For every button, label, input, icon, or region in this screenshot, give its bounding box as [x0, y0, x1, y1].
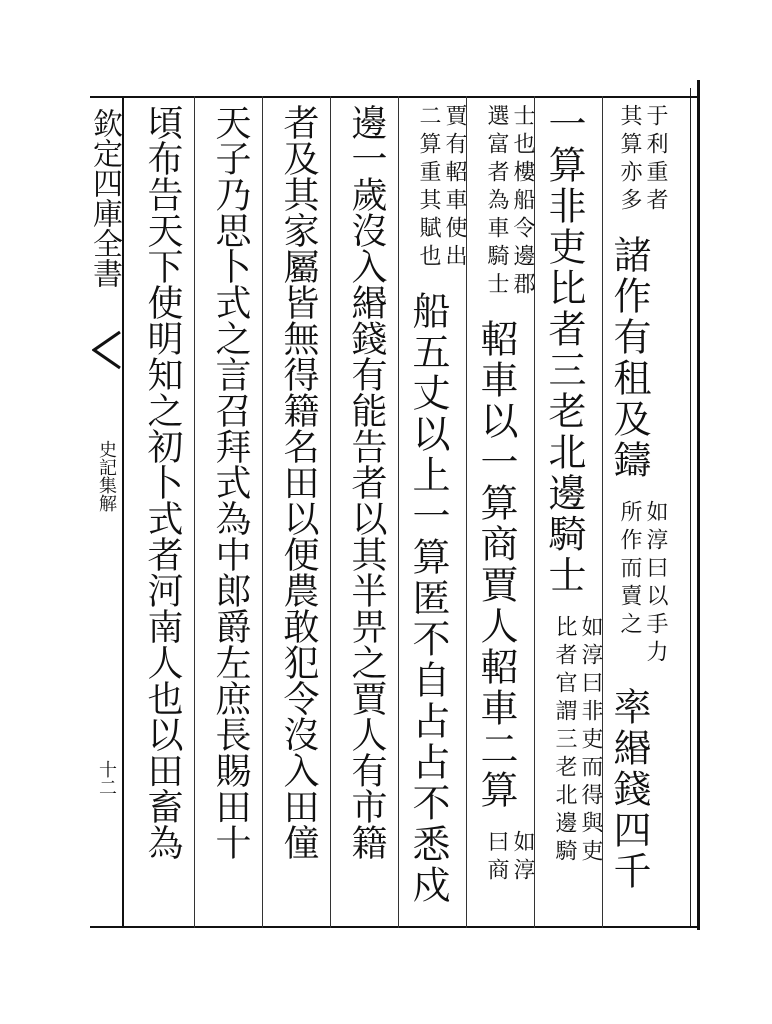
main-text: 率緡錢四千: [607, 687, 651, 892]
main-text: 船五丈以上一算匿不自占占不悉戍: [406, 291, 450, 906]
main-text: 邊一歲沒入緡錢有能告者以其半畀之賈人有市籍: [346, 104, 387, 860]
column-divider: [262, 96, 263, 928]
annotation-line: 比者官謂三老北邊騎: [552, 615, 577, 867]
text-column-6: [276, 104, 320, 860]
sub-title: 史記集解: [96, 440, 117, 512]
annotation-block: [608, 104, 668, 216]
frame-bottom-border: [90, 926, 700, 928]
annotation-block: [407, 104, 467, 272]
annotation-line: 如淳曰以手力: [643, 500, 668, 668]
main-text: 天子乃思卜式之言召拜式為中郎爵左庶長賜田十: [210, 104, 251, 860]
main-text: 諸作有租及鑄: [607, 235, 651, 481]
text-column-5: [344, 104, 388, 860]
frame-left-border: [122, 96, 124, 928]
column-divider: [398, 96, 399, 928]
book-title: 欽定四庫全書: [87, 108, 122, 288]
annotation-line: 其算亦多: [617, 104, 642, 216]
column-divider: [194, 96, 195, 928]
frame-top-border: [90, 96, 700, 98]
text-column-3: [474, 104, 535, 886]
annotation-line: 如淳曰非吏而得與吏: [578, 615, 603, 867]
main-text: 頃布告天下使明知之初卜式者河南人也以田畜為: [142, 104, 183, 860]
column-divider: [330, 96, 331, 928]
annotation-line: 如淳: [510, 830, 535, 886]
annotation-line: 選富者為車騎士: [484, 104, 509, 300]
fish-tail-mark-icon: [92, 330, 122, 370]
annotation-line: 所作而賣之: [617, 500, 642, 640]
main-text: 一算非吏比者三老北邊騎士: [542, 104, 586, 596]
frame-outer-border: [697, 80, 700, 930]
main-text: 軺車以一算商賈人軺車二算: [474, 319, 518, 811]
text-column-7: [208, 104, 252, 860]
text-column-4: [406, 104, 467, 906]
annotation-line: 于利重者: [643, 104, 668, 216]
annotation-block: [475, 830, 535, 886]
annotation-line: 士也樓船令邊郡: [510, 104, 535, 300]
annotation-line: 二算重其賦也: [416, 104, 441, 272]
frame-inner-border: [690, 88, 691, 928]
annotation-block: [475, 104, 535, 300]
page-number: 十二: [96, 760, 117, 796]
annotation-line: 賈有軺車使出: [442, 104, 467, 272]
annotation-block: [543, 615, 603, 867]
text-column-1: [607, 104, 668, 892]
main-text: 者及其家屬皆無得籍名田以便農敢犯令沒入田僮: [278, 104, 319, 860]
annotation-line: 曰商: [484, 830, 509, 886]
text-column-2: [542, 104, 603, 867]
text-column-8: [140, 104, 184, 860]
annotation-block: [608, 500, 668, 668]
